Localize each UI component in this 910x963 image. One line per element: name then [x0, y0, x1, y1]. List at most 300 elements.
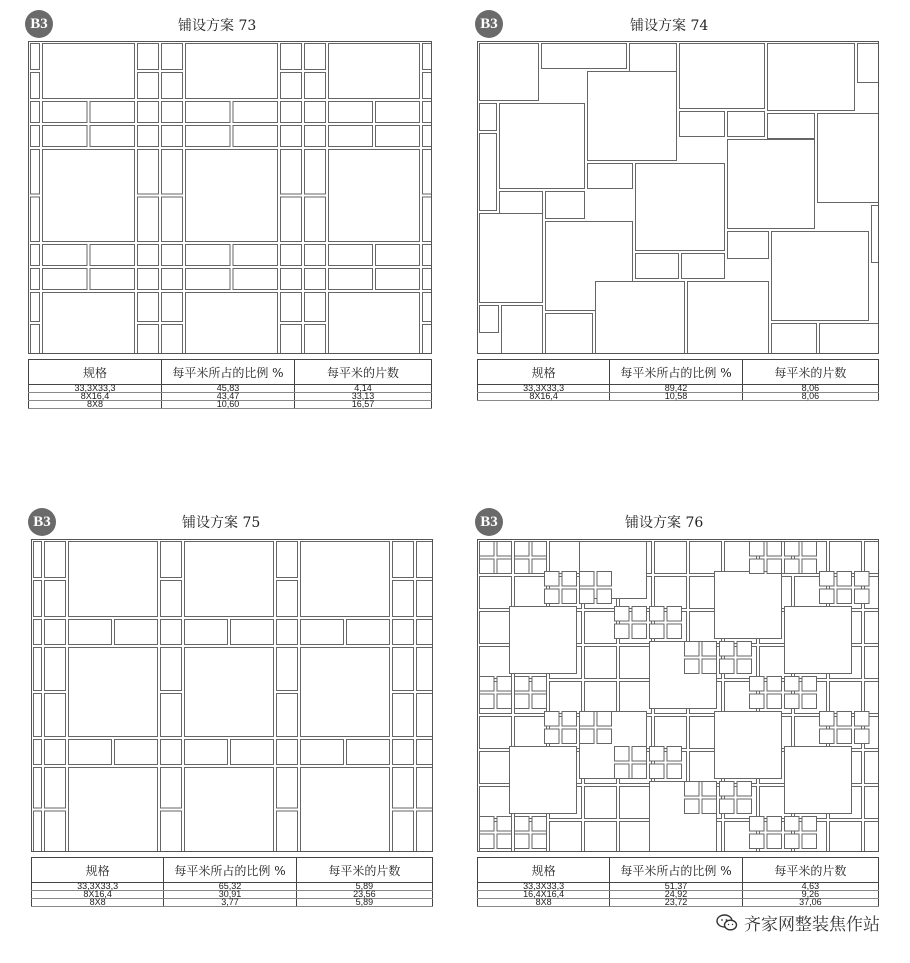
- large-tile: [715, 572, 782, 639]
- cell-pieces: 16,57: [294, 401, 431, 409]
- rect-tile: [162, 325, 183, 354]
- rect-tile: [768, 114, 815, 139]
- rect-tile: [281, 293, 302, 322]
- small-tile: [615, 764, 630, 779]
- small-tile: [497, 834, 512, 849]
- rect-tile: [277, 811, 298, 852]
- rect-tile: [186, 102, 231, 123]
- cell-percent: 23,72: [610, 899, 742, 907]
- col-header-percent: 每平米所占的比例 %: [610, 858, 742, 883]
- rect-tile: [281, 150, 302, 195]
- small-tile: [685, 799, 700, 814]
- small-tile: [615, 624, 630, 639]
- rect-tile: [43, 102, 88, 123]
- rect-tile: [69, 620, 112, 645]
- rect-tile: [393, 542, 414, 578]
- rect-tile: [90, 269, 135, 290]
- small-tile: [702, 782, 717, 797]
- small-tile: [417, 620, 433, 645]
- small-tile: [855, 572, 870, 587]
- rect-tile: [45, 768, 66, 809]
- small-tile: [161, 740, 182, 765]
- medium-tile: [620, 822, 652, 853]
- medium-tile: [865, 542, 880, 574]
- large-tile: [185, 768, 274, 852]
- large-tile: [301, 648, 390, 737]
- small-tile: [532, 694, 547, 709]
- small-tile: [615, 747, 630, 762]
- rect-tile: [31, 197, 40, 242]
- col-header-pieces: 每平米的片数: [742, 858, 878, 883]
- rect-tile: [281, 73, 302, 99]
- small-tile: [737, 799, 752, 814]
- rect-tile: [393, 648, 414, 691]
- rect-tile: [376, 126, 420, 147]
- tile-pattern-73-drawing: [29, 42, 432, 354]
- medium-tile: [515, 717, 547, 749]
- rect-tile: [34, 542, 42, 578]
- rect-tile: [417, 768, 433, 809]
- large-tile: [43, 44, 135, 99]
- cell-percent: 30,91: [164, 891, 296, 899]
- small-tile: [580, 589, 595, 604]
- rect-tile: [43, 269, 88, 290]
- rect-tile: [231, 620, 274, 645]
- cell-percent: 51,37: [610, 883, 742, 891]
- large-tile: [688, 282, 769, 354]
- rect-tile: [231, 740, 274, 765]
- small-tile: [597, 712, 612, 727]
- rect-tile: [161, 694, 182, 737]
- rect-tile: [161, 768, 182, 809]
- panel-title: 铺设方案 74: [630, 18, 709, 34]
- rect-tile: [45, 542, 66, 578]
- rect-tile: [45, 694, 66, 737]
- col-header-size: 规格: [29, 360, 162, 385]
- small-tile: [305, 269, 326, 290]
- small-tile: [802, 694, 817, 709]
- large-tile: [480, 214, 543, 303]
- rect-tile: [161, 542, 182, 578]
- cell-size: 33,3X33,3: [478, 385, 610, 393]
- rect-tile: [347, 740, 390, 765]
- large-tile: [329, 44, 420, 99]
- small-tile: [785, 834, 800, 849]
- small-tile: [423, 102, 432, 123]
- rect-tile: [305, 150, 326, 195]
- large-tile: [510, 607, 577, 674]
- cell-percent: 89,42: [610, 385, 742, 393]
- rect-tile: [417, 542, 433, 578]
- small-tile: [750, 677, 765, 692]
- rect-tile: [423, 150, 432, 195]
- small-tile: [720, 782, 735, 797]
- medium-tile: [585, 647, 617, 679]
- spec-table-75: [31, 857, 433, 907]
- large-tile: [69, 648, 158, 737]
- cell-pieces: 8,06: [742, 393, 878, 401]
- small-tile: [820, 729, 835, 744]
- medium-tile: [480, 612, 512, 644]
- rect-tile: [162, 44, 183, 70]
- tile-pattern-74-drawing: [478, 42, 879, 354]
- rect-tile: [34, 648, 42, 691]
- medium-tile: [655, 717, 687, 749]
- rect-tile: [305, 293, 326, 322]
- small-tile: [562, 729, 577, 744]
- rect-tile: [45, 581, 66, 617]
- cell-percent: 3,77: [164, 899, 296, 907]
- rect-tile: [376, 102, 420, 123]
- small-tile: [305, 245, 326, 266]
- medium-tile: [830, 822, 862, 853]
- rect-tile: [301, 620, 344, 645]
- small-tile: [162, 126, 183, 147]
- rect-tile: [305, 325, 326, 354]
- rect-tile: [161, 581, 182, 617]
- medium-tile: [620, 682, 652, 714]
- cell-percent: 10,60: [161, 401, 294, 409]
- small-tile: [393, 740, 414, 765]
- medium-tile: [550, 682, 582, 714]
- rect-tile: [329, 102, 373, 123]
- rect-tile: [162, 293, 183, 322]
- small-tile: [750, 834, 765, 849]
- rect-tile: [186, 269, 231, 290]
- small-tile: [138, 126, 159, 147]
- small-tile: [720, 799, 735, 814]
- small-tile: [562, 712, 577, 727]
- rect-tile: [31, 293, 40, 322]
- small-tile: [480, 559, 495, 574]
- medium-tile: [865, 612, 880, 644]
- small-tile: [161, 620, 182, 645]
- small-tile: [305, 126, 326, 147]
- small-tile: [597, 589, 612, 604]
- small-tile: [532, 817, 547, 832]
- large-tile: [510, 747, 577, 814]
- small-tile: [685, 642, 700, 657]
- rect-tile: [423, 293, 432, 322]
- large-tile: [185, 648, 274, 737]
- cell-pieces: 23,56: [296, 891, 432, 899]
- rect-tile: [138, 150, 159, 195]
- rect-tile: [69, 740, 112, 765]
- rect-tile: [772, 324, 817, 354]
- large-tile: [185, 542, 274, 617]
- small-tile: [532, 834, 547, 849]
- rect-tile: [34, 811, 42, 852]
- small-tile: [138, 102, 159, 123]
- small-tile: [532, 677, 547, 692]
- cell-size: 8X8: [32, 899, 164, 907]
- rect-tile: [502, 306, 543, 354]
- rect-tile: [630, 44, 677, 73]
- small-tile: [31, 269, 40, 290]
- small-tile: [162, 269, 183, 290]
- small-tile: [767, 677, 782, 692]
- small-tile: [580, 729, 595, 744]
- medium-tile: [865, 752, 880, 784]
- rect-tile: [305, 197, 326, 242]
- rect-tile: [90, 126, 135, 147]
- rect-tile: [480, 134, 497, 211]
- rect-tile: [423, 73, 432, 99]
- cell-size: 33,3X33,3: [478, 883, 610, 891]
- small-tile: [281, 102, 302, 123]
- small-tile: [737, 642, 752, 657]
- small-tile: [305, 102, 326, 123]
- small-tile: [45, 740, 66, 765]
- rect-tile: [480, 104, 497, 131]
- rect-tile: [329, 269, 373, 290]
- table-row: [478, 899, 879, 907]
- small-tile: [685, 659, 700, 674]
- large-tile: [43, 293, 135, 354]
- cell-pieces: 5,89: [296, 899, 432, 907]
- table-row: [32, 899, 433, 907]
- large-tile: [186, 293, 278, 354]
- large-tile: [329, 150, 420, 242]
- small-tile: [785, 817, 800, 832]
- rect-tile: [115, 620, 158, 645]
- rect-tile: [233, 102, 278, 123]
- cell-percent: 45,83: [161, 385, 294, 393]
- rect-tile: [277, 542, 298, 578]
- small-tile: [802, 542, 817, 557]
- small-tile: [480, 817, 495, 832]
- rect-tile: [480, 306, 499, 333]
- small-tile: [667, 747, 682, 762]
- medium-tile: [865, 822, 880, 853]
- small-tile: [277, 740, 298, 765]
- large-tile: [818, 114, 879, 203]
- rect-tile: [90, 102, 135, 123]
- badge: B3: [28, 508, 56, 536]
- cell-size: 16,4X16,4: [478, 891, 610, 899]
- rect-tile: [31, 44, 40, 70]
- cell-size: 8X16,4: [29, 393, 162, 401]
- small-tile: [515, 542, 530, 557]
- small-tile: [650, 747, 665, 762]
- col-header-size: 规格: [478, 360, 610, 385]
- medium-tile: [865, 682, 880, 714]
- watermark-text: 齐家网整装焦作站: [744, 915, 880, 935]
- medium-tile: [620, 787, 652, 819]
- small-tile: [802, 677, 817, 692]
- small-tile: [497, 817, 512, 832]
- cell-pieces: 4,14: [294, 385, 431, 393]
- watermark: [716, 910, 880, 935]
- rect-tile: [393, 694, 414, 737]
- medium-tile: [585, 787, 617, 819]
- panel-title: 铺设方案 73: [178, 18, 257, 34]
- small-tile: [562, 589, 577, 604]
- rect-tile: [43, 245, 88, 266]
- rect-tile: [728, 112, 765, 137]
- badge: B3: [475, 508, 503, 536]
- small-tile: [480, 694, 495, 709]
- small-tile: [597, 572, 612, 587]
- small-tile: [393, 620, 414, 645]
- tile-pattern-75: [31, 539, 433, 852]
- small-tile: [138, 245, 159, 266]
- cell-size: 8X8: [29, 401, 162, 409]
- small-tile: [820, 712, 835, 727]
- wechat-icon: [716, 913, 738, 933]
- small-tile: [667, 607, 682, 622]
- rect-tile: [417, 581, 433, 617]
- small-tile: [767, 817, 782, 832]
- medium-tile: [480, 787, 512, 819]
- cell-size: 33,3X33,3: [32, 883, 164, 891]
- table-row: [478, 393, 879, 401]
- large-tile: [728, 140, 815, 229]
- rect-tile: [347, 620, 390, 645]
- cell-pieces: 8,06: [742, 385, 878, 393]
- medium-tile: [585, 682, 617, 714]
- small-tile: [750, 694, 765, 709]
- large-tile: [636, 164, 725, 251]
- rect-tile: [161, 811, 182, 852]
- small-tile: [162, 102, 183, 123]
- rect-tile: [393, 768, 414, 809]
- small-tile: [767, 559, 782, 574]
- small-tile: [802, 559, 817, 574]
- small-tile: [281, 269, 302, 290]
- rect-tile: [301, 740, 344, 765]
- rect-tile: [138, 325, 159, 354]
- small-tile: [31, 126, 40, 147]
- small-tile: [281, 126, 302, 147]
- small-tile: [767, 834, 782, 849]
- medium-tile: [865, 787, 880, 819]
- small-tile: [767, 694, 782, 709]
- cell-percent: 10,58: [610, 393, 742, 401]
- small-tile: [545, 712, 560, 727]
- small-tile: [737, 782, 752, 797]
- large-tile: [500, 104, 585, 189]
- rect-tile: [34, 581, 42, 617]
- rect-tile: [185, 740, 228, 765]
- cell-size: 8X16,4: [478, 393, 610, 401]
- small-tile: [423, 269, 432, 290]
- col-header-percent: 每平米所占的比例 %: [610, 360, 742, 385]
- rect-tile: [31, 73, 40, 99]
- small-tile: [767, 542, 782, 557]
- small-tile: [562, 572, 577, 587]
- panel-title: 铺设方案 75: [182, 515, 261, 531]
- rect-tile: [423, 44, 432, 70]
- small-tile: [632, 747, 647, 762]
- rect-tile: [138, 44, 159, 70]
- small-tile: [802, 817, 817, 832]
- rect-tile: [500, 192, 543, 217]
- rect-tile: [417, 694, 433, 737]
- small-tile: [650, 764, 665, 779]
- col-header-percent: 每平米所占的比例 %: [161, 360, 294, 385]
- rect-tile: [138, 73, 159, 99]
- large-tile: [69, 768, 158, 852]
- large-tile: [69, 542, 158, 617]
- rect-tile: [34, 694, 42, 737]
- large-tile: [785, 607, 852, 674]
- small-tile: [277, 620, 298, 645]
- small-tile: [785, 694, 800, 709]
- large-tile: [680, 44, 765, 109]
- small-tile: [855, 712, 870, 727]
- medium-tile: [620, 647, 652, 679]
- small-tile: [597, 729, 612, 744]
- small-tile: [515, 834, 530, 849]
- small-tile: [750, 542, 765, 557]
- rect-tile: [233, 126, 278, 147]
- tile-pattern-75-drawing: [32, 540, 433, 852]
- rect-tile: [162, 73, 183, 99]
- rect-tile: [138, 197, 159, 242]
- rect-tile: [305, 44, 326, 70]
- rect-tile: [376, 245, 420, 266]
- cell-percent: 24,92: [610, 891, 742, 899]
- large-tile: [329, 293, 420, 354]
- rect-tile: [393, 811, 414, 852]
- cell-size: 33,3X33,3: [29, 385, 162, 393]
- small-tile: [480, 542, 495, 557]
- large-tile: [772, 232, 869, 321]
- small-tile: [750, 817, 765, 832]
- cell-percent: 65,32: [164, 883, 296, 891]
- small-tile: [138, 269, 159, 290]
- small-tile: [34, 620, 42, 645]
- small-tile: [281, 245, 302, 266]
- rect-tile: [281, 44, 302, 70]
- col-header-pieces: 每平米的片数: [742, 360, 878, 385]
- small-tile: [737, 659, 752, 674]
- rect-tile: [185, 620, 228, 645]
- small-tile: [702, 642, 717, 657]
- small-tile: [837, 589, 852, 604]
- spec-table-73: [28, 359, 432, 409]
- small-tile: [515, 559, 530, 574]
- spec-table-76: [477, 857, 879, 907]
- small-tile: [650, 624, 665, 639]
- rect-tile: [728, 232, 769, 259]
- small-tile: [650, 607, 665, 622]
- rect-tile: [542, 44, 627, 69]
- small-tile: [750, 559, 765, 574]
- large-tile: [785, 747, 852, 814]
- rect-tile: [546, 314, 593, 354]
- rect-tile: [858, 44, 879, 83]
- medium-tile: [830, 542, 862, 574]
- rect-tile: [186, 245, 231, 266]
- small-tile: [417, 740, 433, 765]
- rect-tile: [138, 293, 159, 322]
- badge: B3: [25, 10, 53, 38]
- small-tile: [545, 589, 560, 604]
- rect-tile: [186, 126, 231, 147]
- tile-pattern-76: [477, 539, 879, 852]
- cell-size: 8X8: [478, 899, 610, 907]
- small-tile: [632, 624, 647, 639]
- rect-tile: [417, 811, 433, 852]
- small-tile: [423, 126, 432, 147]
- medium-tile: [585, 612, 617, 644]
- medium-tile: [480, 752, 512, 784]
- medium-tile: [480, 577, 512, 609]
- col-header-percent: 每平米所占的比例 %: [164, 858, 296, 883]
- large-tile: [768, 44, 855, 111]
